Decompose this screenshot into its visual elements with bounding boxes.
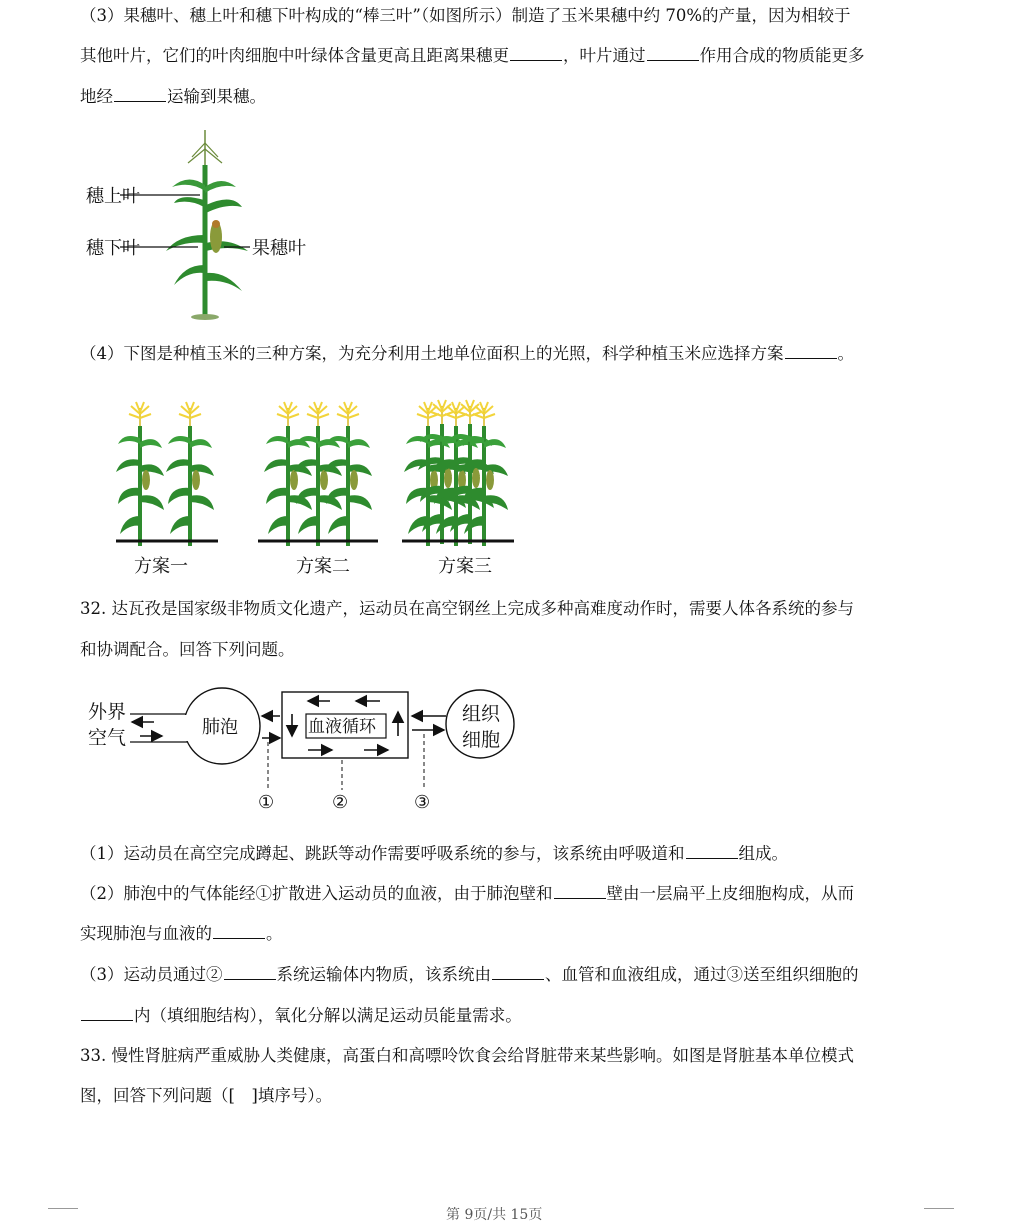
q32-s3-text-a3: 、血管和血液组成，通过③送至组织细胞的 (545, 965, 859, 984)
corn-plant-icon (116, 402, 164, 546)
q31-p3-text-b1: 其他叶片，它们的叶肉细胞中叶绿体含量更高且距离果穗更 (80, 46, 509, 65)
corn-plant-icon (460, 402, 508, 546)
q31-p4-text-a: （4）下图是种植玉米的三种方案，为充分利用土地单位面积上的光照，科学种植玉米应选择方案 (80, 344, 784, 363)
answer-blank (647, 44, 699, 61)
q33-line2: 图，回答下列问题（[ ]填序号）。 (80, 1086, 333, 1105)
answer-blank (114, 85, 166, 102)
answer-blank (224, 963, 276, 980)
plan-one-group (116, 402, 218, 577)
label-external-air-2: 空气 (88, 727, 127, 749)
corn-plant-icon (166, 130, 248, 320)
label-lower-leaf: 穗下叶 (86, 238, 140, 259)
q31-p3-line3 (80, 85, 266, 109)
page-number: 第 9页/共 15页 (446, 1207, 543, 1223)
q32-intro-line1: 32. 达瓦孜是国家级非物质文化遗产，运动员在高空钢丝上完成多种高难度动作时，需要人体各系统的参与 (80, 599, 854, 618)
label-ear-leaf: 果穗叶 (252, 238, 306, 259)
q32-s3-text-a1: （3）运动员通过② (80, 965, 223, 984)
q32-s3-line2 (80, 1004, 522, 1028)
answer-blank (554, 882, 606, 899)
q31-p3-text-c1: 地经 (80, 87, 113, 106)
plan-label: 方案一 (134, 556, 188, 577)
q32-intro-line2: 和协调配合。回答下列问题。 (80, 640, 295, 659)
q32-s1-text-a: （1）运动员在高空完成蹲起、跳跃等动作需要呼吸系统的参与，该系统由呼吸道和 (80, 844, 685, 863)
corn-plant-icon (166, 402, 214, 546)
label-external-air-1: 外界 (88, 701, 127, 723)
q31-p3-text-c2: 运输到果穗。 (167, 87, 266, 106)
q32-s2-text-a2: 壁由一层扁平上皮细胞构成，从而 (606, 884, 854, 903)
q31-p3-text-b2: ，叶片通过 (563, 46, 646, 65)
q31-p4-line (80, 342, 854, 366)
answer-blank (510, 44, 562, 61)
corn-leaf-figure (80, 125, 320, 325)
label-upper-leaf: 穗上叶 (86, 186, 140, 207)
q31-p3-line1: （3）果穗叶、穗上叶和穗下叶构成的“棒三叶”（如图所示）制造了玉米果穗中约 70%的产量，因为相较于 (80, 6, 851, 25)
answer-blank (785, 342, 837, 359)
q32-s3-text-b: 内（填细胞结构），氧化分解以满足运动员能量需求。 (134, 1006, 522, 1025)
label-blood-circulation: 血液循环 (308, 717, 376, 737)
q31-p3-text-b3: 作用合成的物质能更多 (699, 46, 865, 65)
q32-s1-line (80, 842, 788, 866)
label-tissue-1: 组织 (462, 703, 501, 725)
plan-three-group (402, 400, 514, 577)
q32-s2-text-b2: 。 (266, 924, 283, 943)
plan-label: 方案三 (438, 556, 492, 577)
q32-s2-text-b1: 实现肺泡与血液的 (80, 924, 212, 943)
marker-3: ③ (414, 792, 431, 813)
q32-s2-line2 (80, 922, 283, 946)
plan-two-group (258, 402, 378, 577)
planting-plans-figure (110, 398, 530, 583)
marker-1: ① (258, 792, 275, 813)
page-corner-mark (48, 1208, 78, 1209)
label-alveoli: 肺泡 (202, 717, 238, 738)
q32-s2-text-a1: （2）肺泡中的气体能经①扩散进入运动员的血液，由于肺泡壁和 (80, 884, 553, 903)
page-corner-mark (924, 1208, 954, 1209)
q32-s3-text-a2: 系统运输体内物质，该系统由 (276, 965, 491, 984)
answer-blank (686, 842, 738, 859)
q33-line1: 33. 慢性肾脏病严重威胁人类健康，高蛋白和高嘌呤饮食会给肾脏带来某些影响。如图是肾脏基本单位模式 (80, 1046, 854, 1065)
q32-s2-line1 (80, 882, 854, 906)
plan-label: 方案二 (296, 556, 350, 577)
respiration-diagram (80, 684, 530, 819)
page-footer (0, 1200, 1013, 1223)
q31-p4-text-b: 。 (837, 344, 854, 363)
q32-s3-line1 (80, 963, 859, 987)
label-tissue-2: 细胞 (462, 729, 501, 751)
corn-plant-icon (324, 402, 372, 546)
q32-s1-text-b: 组成。 (738, 844, 788, 863)
marker-2: ② (332, 792, 349, 813)
q31-p3-line2 (80, 44, 865, 68)
answer-blank (492, 963, 544, 980)
answer-blank (213, 922, 265, 939)
answer-blank (81, 1004, 133, 1021)
